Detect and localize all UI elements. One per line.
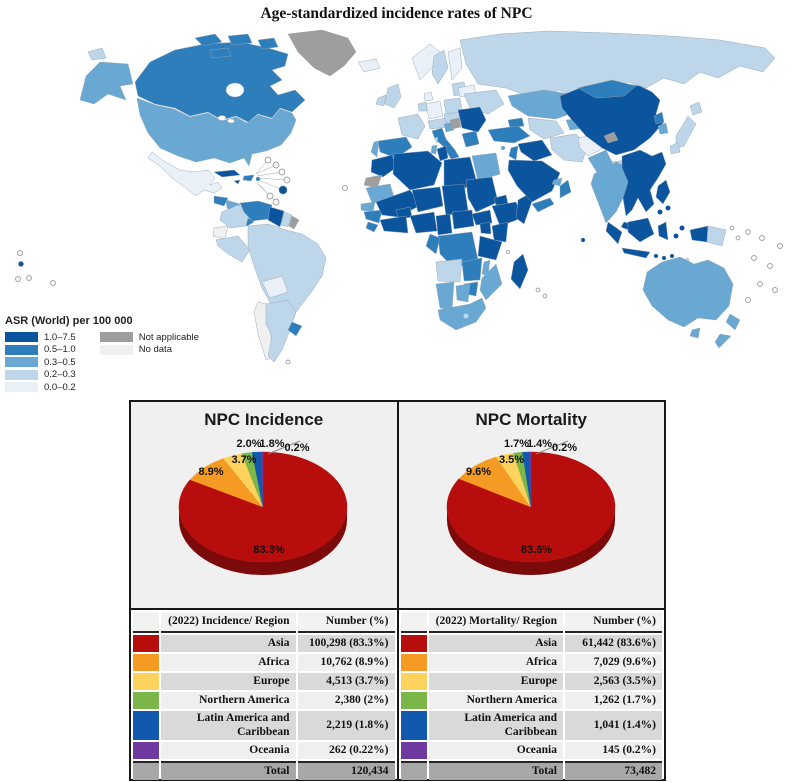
legend-classes <box>5 331 76 394</box>
number-cell: 2,219 (1.8%) <box>298 711 395 740</box>
pie-label-latin-america: 1.4% <box>526 438 553 450</box>
south-america-region <box>213 201 326 364</box>
pie-tables-panel <box>129 400 666 781</box>
legend-class-item <box>5 381 76 394</box>
number-cell: 100,298 (83.3%) <box>298 635 395 652</box>
pie-label-oceania: 0.2% <box>551 442 578 454</box>
mortality-panel <box>399 402 665 779</box>
table-row <box>133 673 395 690</box>
pie-label-asia: 83.6% <box>520 544 553 556</box>
pie-label-northern-america: 2.0% <box>236 438 262 450</box>
legend-label: 0.0–0.2 <box>44 381 76 393</box>
number-cell: 4,513 (3.7%) <box>298 673 395 690</box>
region-color-swatch <box>133 742 159 759</box>
region-column-header: (2022) Mortality/ Region <box>429 612 564 633</box>
pie-label-africa: 8.9% <box>198 466 224 478</box>
region-cell: Asia <box>429 635 564 652</box>
legend-swatch <box>5 332 38 342</box>
legend-extra <box>100 331 199 356</box>
pie-label-asia: 83.3% <box>253 544 285 556</box>
number-column-header: Number (%) <box>298 612 395 633</box>
pie-label-oceania: 0.2% <box>284 442 310 454</box>
table-row <box>401 692 663 709</box>
table-row <box>133 654 395 671</box>
region-color-swatch <box>401 711 427 740</box>
table-row <box>401 711 663 740</box>
legend-swatch <box>100 332 133 342</box>
legend-swatch <box>100 345 133 355</box>
incidence-panel <box>131 402 399 779</box>
legend-extra-item <box>100 331 199 344</box>
legend-swatch <box>5 357 38 367</box>
table-row <box>401 742 663 759</box>
legend-title: ASR (World) per 100 000 <box>5 315 133 327</box>
region-color-swatch <box>401 692 427 709</box>
pie-chart-area <box>131 402 397 608</box>
legend-swatch <box>5 370 38 380</box>
legend-label: No data <box>138 344 172 356</box>
table-row <box>133 742 395 759</box>
world-map-section <box>0 28 793 394</box>
chart-title: NPC Incidence <box>204 410 324 429</box>
legend-label: 0.3–0.5 <box>44 356 76 368</box>
pie-label-northern-america: 1.7% <box>503 438 530 450</box>
total-row <box>401 761 663 780</box>
number-cell: 1,041 (1.4%) <box>565 711 662 740</box>
legend-label: 0.5–1.0 <box>44 344 76 356</box>
table-row <box>401 673 663 690</box>
incidence-pie-chart <box>131 428 396 606</box>
table-row <box>133 692 395 709</box>
total-swatch-spacer <box>401 761 427 780</box>
region-color-swatch <box>133 673 159 690</box>
region-color-swatch <box>401 742 427 759</box>
legend-label: Not applicable <box>138 331 199 343</box>
region-color-swatch <box>401 654 427 671</box>
region-cell: Africa <box>429 654 564 671</box>
chart-title: NPC Mortality <box>475 410 587 429</box>
asia-region <box>488 80 740 267</box>
region-cell: Oceania <box>161 742 296 759</box>
region-color-swatch <box>133 635 159 652</box>
number-cell: 10,762 (8.9%) <box>298 654 395 671</box>
pie-chart-area <box>399 402 665 608</box>
legend-label: 0.2–0.3 <box>44 369 76 381</box>
region-column-header: (2022) Incidence/ Region <box>161 612 296 633</box>
total-label-cell: Total <box>429 761 564 780</box>
table-header-row <box>133 612 395 633</box>
region-cell: Oceania <box>429 742 564 759</box>
legend-class-item <box>5 344 76 357</box>
legend-label: 1.0–7.5 <box>44 331 76 343</box>
number-cell: 1,262 (1.7%) <box>565 692 662 709</box>
region-cell: Northern America <box>161 692 296 709</box>
region-color-swatch <box>133 654 159 671</box>
mortality-pie-chart <box>399 428 664 606</box>
total-row <box>133 761 395 780</box>
map-legend <box>5 315 199 394</box>
table-row <box>133 635 395 652</box>
pie-label-africa: 9.6% <box>465 466 492 478</box>
legend-class-item <box>5 331 76 344</box>
number-cell: 2,563 (3.5%) <box>565 673 662 690</box>
caribbean-callouts <box>256 157 348 205</box>
north-america-region <box>80 30 380 226</box>
legend-class-item <box>5 356 76 369</box>
header-swatch-spacer <box>401 612 427 633</box>
region-cell: Africa <box>161 654 296 671</box>
legend-swatch <box>5 345 38 355</box>
number-cell: 2,380 (2%) <box>298 692 395 709</box>
number-column-header: Number (%) <box>565 612 662 633</box>
pie-label-latin-america: 1.8% <box>259 438 285 450</box>
incidence-table <box>131 608 397 779</box>
region-cell: Europe <box>161 673 296 690</box>
region-color-swatch <box>133 692 159 709</box>
table-row <box>133 711 395 740</box>
region-cell: Northern America <box>429 692 564 709</box>
mortality-table <box>399 608 665 779</box>
region-color-swatch <box>133 711 159 740</box>
header-swatch-spacer <box>133 612 159 633</box>
total-value-cell: 73,482 <box>565 761 662 780</box>
number-cell: 262 (0.22%) <box>298 742 395 759</box>
number-cell: 145 (0.2%) <box>565 742 662 759</box>
number-cell: 7,029 (9.6%) <box>565 654 662 671</box>
table-header-row <box>401 612 663 633</box>
region-cell: Latin America and Caribbean <box>429 711 564 740</box>
table-row <box>401 635 663 652</box>
region-color-swatch <box>401 635 427 652</box>
region-color-swatch <box>401 673 427 690</box>
pie-label-europe: 3.5% <box>498 454 525 466</box>
legend-class-item <box>5 369 76 382</box>
region-cell: Asia <box>161 635 296 652</box>
region-cell: Europe <box>429 673 564 690</box>
total-value-cell: 120,434 <box>298 761 395 780</box>
figure-title: Age-standardized incidence rates of NPC <box>260 5 533 22</box>
legend-extra-item <box>100 344 199 357</box>
total-swatch-spacer <box>133 761 159 780</box>
region-cell: Latin America and Caribbean <box>161 711 296 740</box>
table-row <box>401 654 663 671</box>
total-label-cell: Total <box>161 761 296 780</box>
legend-swatch <box>5 382 38 392</box>
pie-label-europe: 3.7% <box>231 454 257 466</box>
number-cell: 61,442 (83.6%) <box>565 635 662 652</box>
